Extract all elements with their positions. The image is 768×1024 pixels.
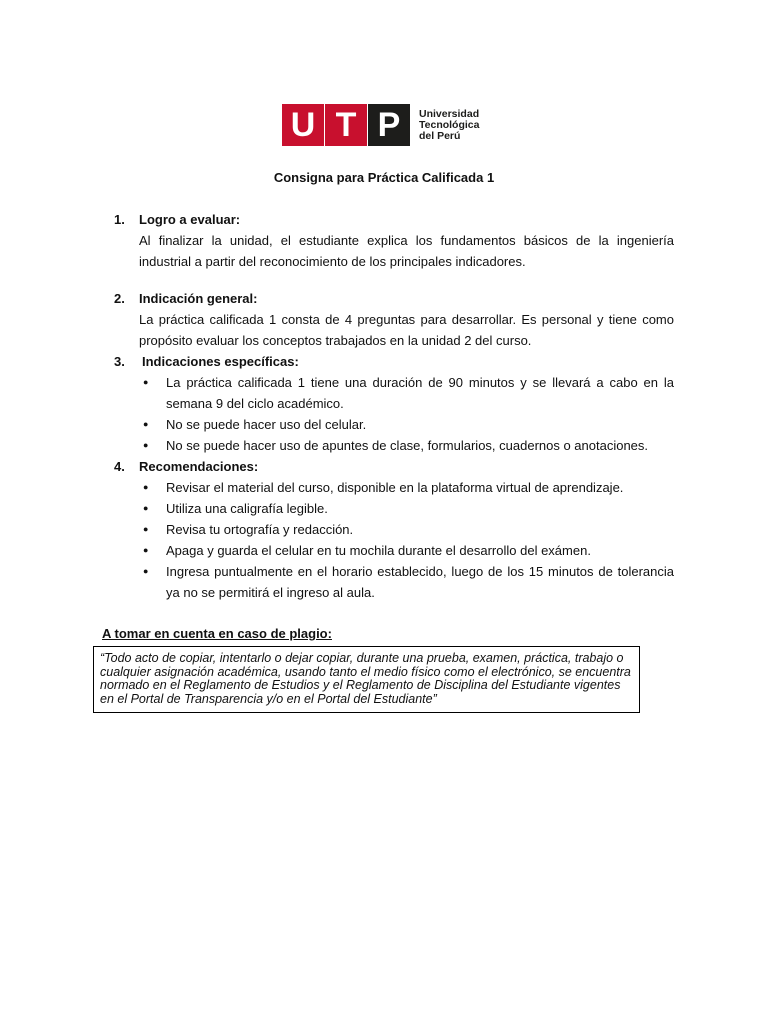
- list-item: ● Apaga y guarda el celular en tu mochila durante el desarrollo del exámen.: [139, 540, 674, 561]
- section-title: Indicación general:: [139, 291, 258, 306]
- logo-letter-p: P: [368, 104, 410, 146]
- document-title: Consigna para Práctica Calificada 1: [273, 170, 495, 185]
- section-heading: [114, 209, 674, 230]
- logo-line-2: Tecnológica: [419, 118, 480, 131]
- list-item: ● Utiliza una caligrafía legible.: [139, 498, 674, 519]
- list-item: ● Ingresa puntualmente en el horario establecido, luego de los 15 minutos de tolerancia ya no se permitirá el ingreso al aula.: [139, 561, 674, 603]
- section-indicaciones-especificas: [114, 351, 674, 456]
- list-item: ● Revisar el material del curso, disponible en la plataforma virtual de aprendizaje.: [139, 477, 674, 498]
- section-body: Al finalizar la unidad, el estudiante explica los fundamentos básicos de la ingeniería industrial a partir del reconocimiento de los principales indicadores.: [139, 233, 674, 269]
- logo-line-1: Universidad: [419, 107, 480, 120]
- utp-logo: [282, 104, 479, 146]
- plagio-quote-box: “Todo acto de copiar, intentarlo o dejar copiar, durante una prueba, examen, práctica, trabajo o cualquier asignación académica, usando tanto el medio físico como el electrónico, se encuentra normado en el Reglamento de Estudios y el Reglamento de Disciplina del Estudiante vigentes en el Portal de Transparencia y/o en el Portal del Estudiante”: [93, 646, 640, 713]
- section-heading: [114, 456, 674, 477]
- list-item: ● Revisa tu ortografía y redacción.: [139, 519, 674, 540]
- logo-letter-t: T: [325, 104, 367, 146]
- plagio-heading: A tomar en cuenta en caso de plagio:: [102, 626, 332, 641]
- section-number: 3.: [114, 354, 125, 369]
- logo-line-3: del Perú: [419, 129, 461, 142]
- section-recomendaciones: [114, 456, 674, 603]
- section-logro: [114, 209, 674, 272]
- section-title: Logro a evaluar:: [139, 212, 241, 227]
- section-title: Indicaciones específicas:: [142, 354, 299, 369]
- list-item: ● No se puede hacer uso de apuntes de clase, formularios, cuadernos o anotaciones.: [139, 435, 674, 456]
- section-number: 2.: [114, 291, 125, 306]
- logo-letter-boxes: [282, 104, 411, 146]
- bullet-list: [114, 477, 674, 603]
- section-title: Recomendaciones:: [139, 459, 259, 474]
- section-body: La práctica calificada 1 consta de 4 preguntas para desarrollar. Es personal y tiene como propósito evaluar los conceptos trabajados en la unidad 2 del curso.: [139, 312, 674, 348]
- logo-wordmark: [419, 109, 479, 142]
- section-number: 4.: [114, 459, 125, 474]
- section-heading: [114, 288, 674, 309]
- section-heading: [114, 351, 674, 372]
- list-item: ● La práctica calificada 1 tiene una duración de 90 minutos y se llevará a cabo en la semana 9 del ciclo académico.: [139, 372, 674, 414]
- section-number: 1.: [114, 212, 125, 227]
- logo-letter-u: U: [282, 104, 324, 146]
- bullet-list: [114, 372, 674, 456]
- section-indicacion-general: [114, 288, 674, 351]
- list-item: ● No se puede hacer uso del celular.: [139, 414, 674, 435]
